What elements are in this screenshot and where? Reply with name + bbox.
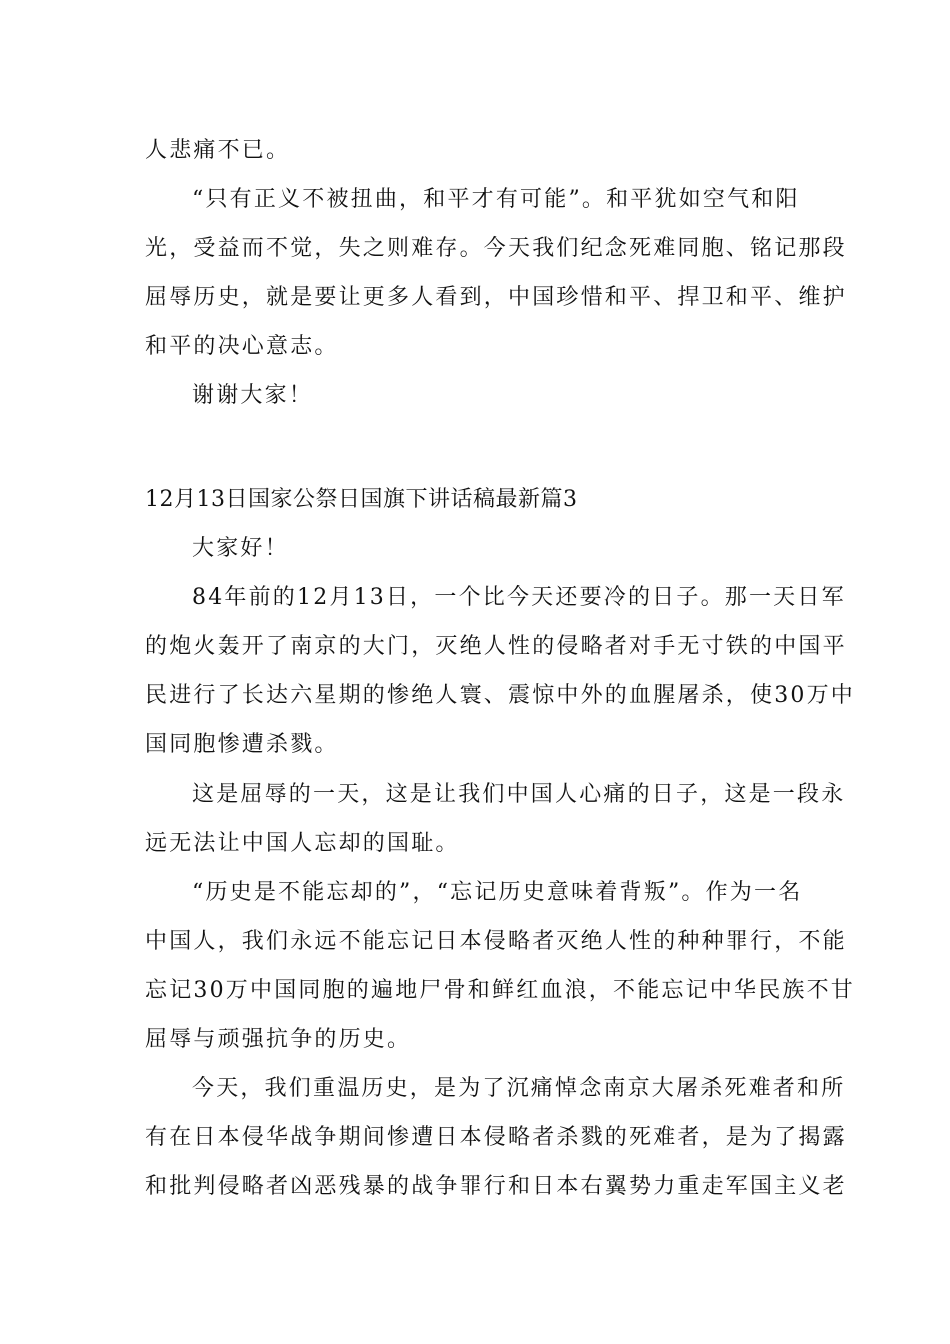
- text-line: 屈辱历史，就是要让更多人看到，中国珍惜和平、捍卫和平、维护: [145, 285, 847, 310]
- text-line: “只有正义不被扭曲，和平才有可能”。和平犹如空气和阳: [192, 187, 800, 212]
- text-line: 光，受益而不觉，失之则难存。今天我们纪念死难同胞、铭记那段: [145, 236, 847, 261]
- text-line: 谢谢大家！: [192, 383, 314, 408]
- text-line: 大家好！: [192, 536, 289, 561]
- text-line: 和平的决心意志。: [145, 334, 339, 359]
- text-line: 的炮火轰开了南京的大门，灭绝人性的侵略者对手无寸铁的中国平: [145, 634, 847, 659]
- text-line: 人悲痛不已。: [145, 138, 291, 163]
- text-line: 屈辱与顽强抗争的历史。: [145, 1027, 412, 1052]
- text-line: 国同胞惨遭杀戮。: [145, 732, 339, 757]
- text-line: 84年前的12月13日，一个比今天还要冷的日子。那一天日军: [192, 585, 846, 610]
- text-line: 远无法让中国人忘却的国耻。: [145, 831, 460, 856]
- text-line: 忘记30万中国同胞的遍地尸骨和鲜红血浪，不能忘记中华民族不甘: [145, 978, 855, 1003]
- text-line: 民进行了长达六星期的惨绝人寰、震惊中外的血腥屠杀，使30万中: [145, 683, 855, 708]
- text-line: “历史是不能忘却的”，“忘记历史意味着背叛”。作为一名: [192, 880, 803, 905]
- section-heading: 12月13日国家公祭日国旗下讲话稿最新篇3: [145, 487, 578, 512]
- text-line: 有在日本侵华战争期间惨遭日本侵略者杀戮的死难者，是为了揭露: [145, 1125, 847, 1150]
- text-line: 和批判侵略者凶恶残暴的战争罪行和日本右翼势力重走军国主义老: [145, 1174, 847, 1199]
- text-line: 中国人，我们永远不能忘记日本侵略者灭绝人性的种种罪行，不能: [145, 929, 847, 954]
- text-line: 今天，我们重温历史，是为了沉痛悼念南京大屠杀死难者和所: [192, 1076, 846, 1101]
- text-line: 这是屈辱的一天，这是让我们中国人心痛的日子，这是一段永: [192, 782, 846, 807]
